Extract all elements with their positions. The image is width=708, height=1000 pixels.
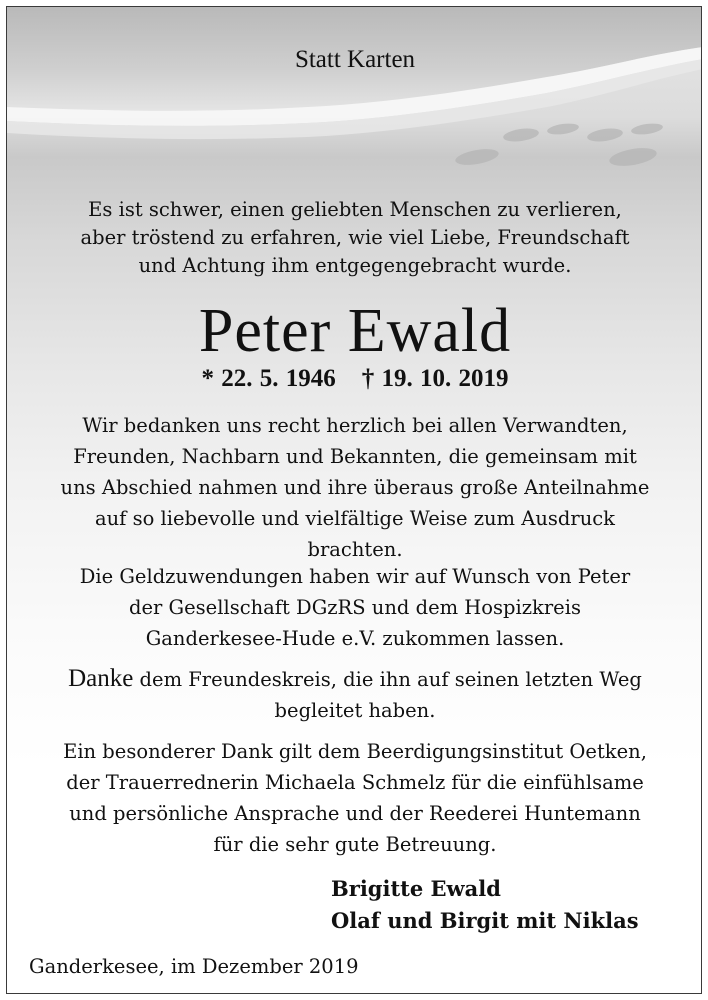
death-date: † 19. 10. 2019	[361, 365, 509, 392]
special-thanks-paragraph: Ein besonderer Dank gilt dem Beerdigungsinstitut Oetken, der Trauerrednerin Michaela Schmelz für die einfühlsame und persönliche Ansprache und der Reederei Huntemann für die sehr gute Betreuung.	[63, 740, 647, 856]
friends-paragraph	[7, 663, 702, 726]
thanks-paragraph: Wir bedanken uns recht herzlich bei allen Verwandten, Freunden, Nachbarn und Bekannten, die gemeinsam mit uns Abschied nahmen und ihre überaus große Anteilnahme auf so liebevolle und vielfältige Weise zum Ausdruck brachten.	[60, 414, 650, 561]
family-signatures: Brigitte Ewald Olaf und Birgit mit Niklas	[331, 876, 639, 933]
footprints	[454, 122, 663, 169]
beach-surf-background	[7, 7, 702, 177]
intro-text: Es ist schwer, einen geliebten Menschen zu verlieren, aber tröstend zu erfahren, wie viel Liebe, Freundschaft und Achtung ihm entgegengebracht wurde.	[80, 198, 630, 277]
notice-heading: Statt Karten	[294, 46, 416, 73]
life-dates	[7, 363, 702, 395]
donation-paragraph: Die Geldzuwendungen haben wir auf Wunsch von Peter der Gesellschaft DGzRS und dem Hospizkreis Ganderkesee-Hude e.V. zukommen lassen.	[79, 565, 631, 650]
deceased-name: Peter Ewald	[198, 297, 512, 365]
friends-text: dem Freundeskreis, die ihn auf seinen letzten Weg begleitet haben.	[139, 668, 642, 722]
friends-lead-word: Danke	[68, 665, 134, 692]
obituary-card	[6, 6, 702, 994]
place-and-date: Ganderkesee, im Dezember 2019	[29, 955, 359, 978]
birth-date: * 22. 5. 1946	[201, 365, 336, 392]
